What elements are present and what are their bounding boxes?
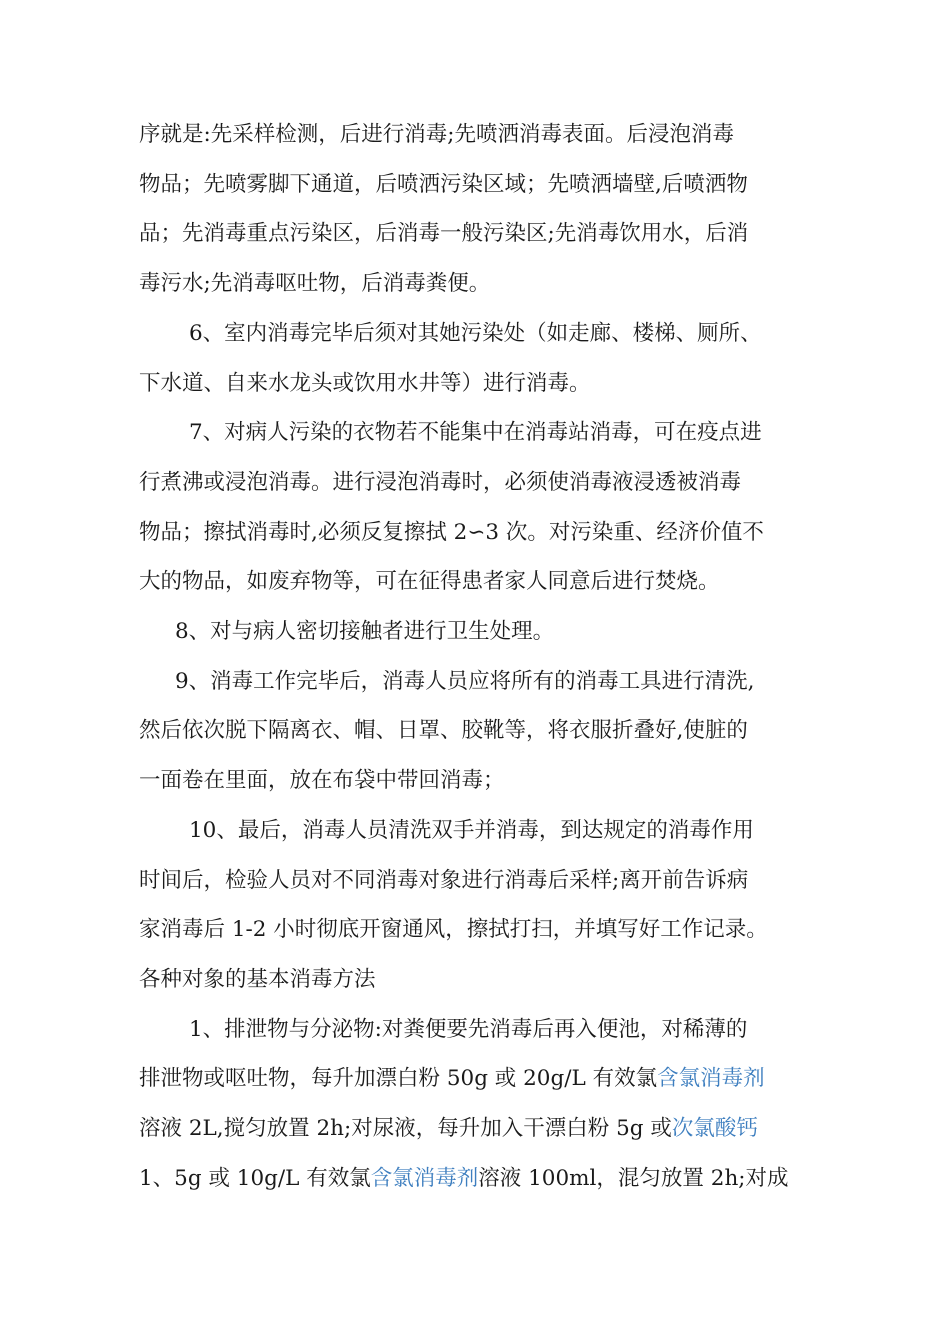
text-line: 物品；先喷雾脚下通道，后喷洒污染区域；先喷洒墙壁,后喷洒物	[139, 171, 748, 197]
paragraph-item-10	[139, 806, 819, 955]
paragraph-item-6	[139, 309, 819, 408]
calcium-hypochlorite-link[interactable]: 次氯酸钙	[671, 1116, 758, 1142]
text-line: 9、消毒工作完毕后，消毒人员应将所有的消毒工具进行清洗,	[175, 668, 755, 694]
text-line: 下水道、自来水龙头或饮用水井等）进行消毒。	[139, 370, 591, 396]
text-line: 1、排泄物与分泌物:对粪便要先消毒后再入便池，对稀薄的	[189, 1016, 748, 1042]
text-segment: 排泄物或呕吐物，每升加漂白粉 50g 或 20g/L 有效氯	[139, 1066, 658, 1092]
text-line: 品；先消毒重点污染区，后消毒一般污染区;先消毒饮用水，后消	[139, 221, 749, 247]
text-line: 物品；擦拭消毒时,必须反复擦拭 2∽3 次。对污染重、经济价值不	[139, 519, 764, 545]
text-line: 7、对病人污染的衣物若不能集中在消毒站消毒，可在疫点进	[189, 420, 762, 446]
paragraph-item-7	[139, 408, 819, 607]
chlorine-disinfectant-link[interactable]: 含氯消毒剂	[657, 1066, 765, 1092]
text-line: 然后依次脱下隔离衣、帽、日罩、胶靴等，将衣服折叠好,使脏的	[139, 718, 748, 744]
document-body	[139, 110, 819, 1203]
paragraph-procedure-order	[139, 110, 819, 309]
text-line: 一面卷在里面，放在布袋中带回消毒；	[139, 768, 505, 794]
paragraph-item-8	[139, 607, 819, 657]
text-segment: 溶液 100ml，混匀放置 2h;对成	[478, 1165, 789, 1191]
paragraph-item-9	[139, 657, 819, 806]
section-heading	[139, 955, 819, 1005]
text-line: 6、室内消毒完毕后须对其她污染处（如走廊、楼梯、厕所、	[189, 320, 762, 346]
text-line: 序就是:先采样检测，后进行消毒;先喷洒消毒表面。后浸泡消毒	[139, 122, 734, 147]
text-segment: 1、5g 或 10g/L 有效氯	[139, 1165, 371, 1191]
text-line: 大的物品，如废弃物等，可在征得患者家人同意后进行焚烧。	[139, 569, 720, 595]
text-line: 8、对与病人密切接触者进行卫生处理。	[175, 619, 555, 645]
paragraph-excretion	[139, 1005, 819, 1204]
text-line: 时间后，检验人员对不同消毒对象进行消毒后采样;离开前告诉病	[139, 867, 749, 893]
text-line	[139, 1104, 819, 1154]
text-line: 10、最后，消毒人员清洗双手并消毒，到达规定的消毒作用	[189, 817, 754, 843]
chlorine-disinfectant-link[interactable]: 含氯消毒剂	[370, 1165, 479, 1191]
text-segment: 溶液 2L,搅匀放置 2h;对尿液，每升加入干漂白粉 5g 或	[139, 1116, 672, 1142]
text-line	[139, 1154, 819, 1204]
text-line: 毒污水;先消毒呕吐物，后消毒粪便。	[139, 271, 491, 297]
text-line: 行煮沸或浸泡消毒。进行浸泡消毒时，必须使消毒液浸透被消毒	[139, 469, 742, 495]
text-line: 家消毒后 1-2 小时彻底开窗通风，擦拭打扫，并填写好工作记录。	[139, 917, 768, 943]
heading-text: 各种对象的基本消毒方法	[139, 966, 376, 992]
text-line	[139, 1054, 819, 1104]
